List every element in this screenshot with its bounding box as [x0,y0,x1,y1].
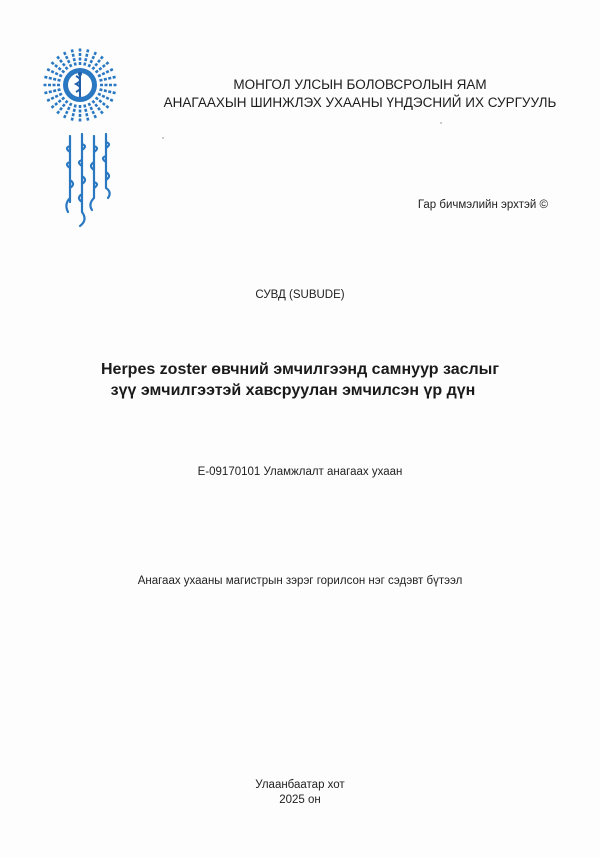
scan-speck [162,137,164,139]
place-and-year [0,778,600,808]
year: 2025 он [279,794,321,806]
emblem-ray [84,104,88,122]
city: Улаанбаатар хот [255,779,345,791]
degree-statement: Анагаах ухааны магистрын зэрэг горилсон нэг сэдэвт бүтээл [137,575,463,587]
ministry-line-1: МОНГОЛ УЛСЫН БОЛОВСРОЛЫН ЯАМ [233,77,487,92]
scan-speck [440,122,442,124]
mongolian-script-logo [58,132,118,232]
emblem-ray [84,48,88,66]
university-emblem-icon [40,45,120,125]
thesis-title [0,359,600,401]
emblem-ray [43,89,61,93]
author-name: СУВД (SUBUDE) [255,289,345,301]
emblem-ray [99,77,117,81]
copyright-notice: Гар бичмэлийн эрхтэй © [417,199,548,211]
emblem-ray [72,48,76,66]
emblem-ray [72,104,76,122]
ministry-heading [140,76,580,112]
ministry-line-2: АНАГААХЫН ШИНЖЛЭХ УХААНЫ ҮНДЭСНИЙ ИХ СУРГУУЛЬ [163,95,557,110]
thesis-title-line-1: Herpes zoster өвчний эмчилгээнд самнуур заслыг [100,361,499,378]
emblem-ray [99,89,117,93]
emblem-ray [43,77,61,81]
specialty-code: E-09170101 Уламжлалт анагаах ухаан [197,466,403,478]
thesis-title-line-2: зүү эмчилгээтэй хавсруулан эмчилсэн үр дүн [110,382,476,399]
